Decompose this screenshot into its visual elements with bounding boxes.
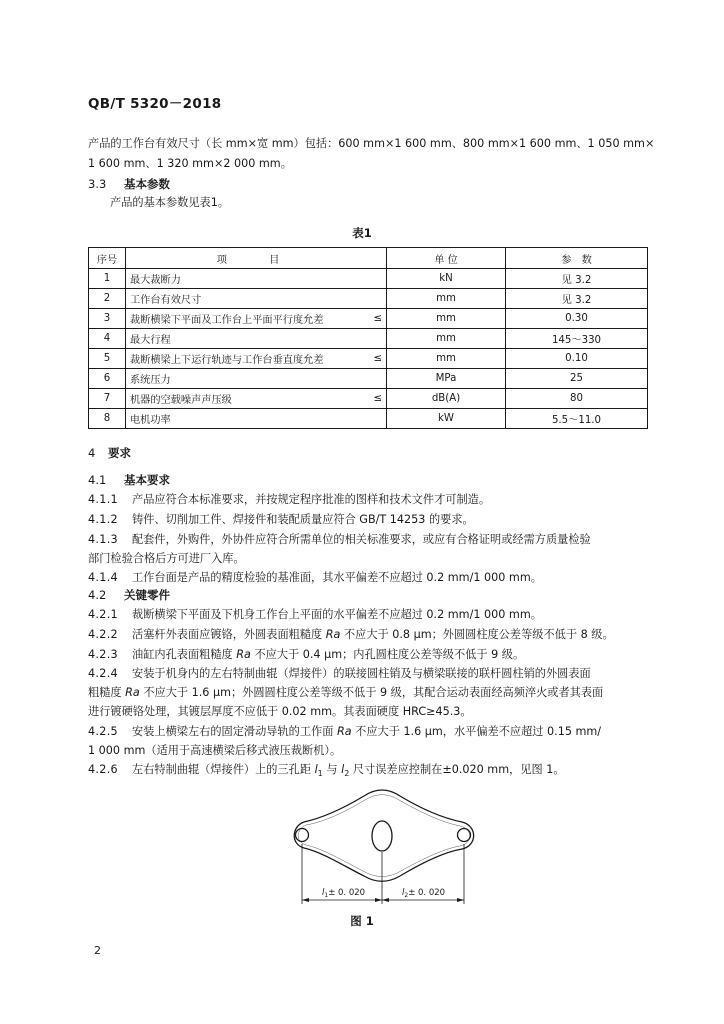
section-title: 基本参数 <box>124 177 170 191</box>
row-unit: mm <box>387 289 506 309</box>
row-no: 8 <box>89 409 126 429</box>
row-unit: mm <box>387 309 506 329</box>
clause-4-2-2 <box>88 625 648 645</box>
clause-4-2-4 <box>88 664 648 684</box>
row-unit: mm <box>387 349 506 369</box>
clause-4-2-4-continued-2: 进行镀硬铬处理，其镀层厚度不应低于 0.02 mm。其表面硬度 HRC≥45.3。 <box>88 705 472 718</box>
standard-code: QB/T 5320－2018 <box>88 96 222 112</box>
clause-4-2-4-continued-1 <box>88 683 648 703</box>
section-3-3-heading <box>88 176 170 192</box>
clause-text: 裁断横梁下平面及下机身工作台上平面的水平偏差不应超过 0.2 mm/1 000 mm。 <box>132 608 542 621</box>
clause-text: 活塞杆外表面应镀铬，外圆表面粗糙度 <box>132 628 326 641</box>
row-unit: kW <box>387 409 506 429</box>
row-unit: dB(A) <box>387 389 506 409</box>
clause-number: 4.1.2 <box>88 513 118 526</box>
arrow-head <box>457 898 464 902</box>
clause-text: 产品应符合本标准要求，并按规定程序批准的图样和技术文件才可制造。 <box>132 493 491 506</box>
clause-4-1-2 <box>88 510 648 530</box>
page-number: 2 <box>94 944 101 957</box>
clause-number: 4.2.5 <box>88 725 118 738</box>
row-item-label: 系统压力 <box>130 375 171 386</box>
right-pin-hole <box>458 829 471 842</box>
clause-number: 4.2.4 <box>88 667 118 680</box>
clause-number: 4.2.1 <box>88 608 118 621</box>
dimension-l1-subscript: 1 <box>317 769 323 779</box>
row-no: 7 <box>89 389 126 409</box>
row-cmp: ≤ <box>373 353 382 364</box>
header-unit: 单 位 <box>387 248 506 269</box>
clause-4-1-4 <box>88 568 648 588</box>
dimension-l2: l <box>341 763 345 776</box>
row-value: 25 <box>506 369 648 389</box>
clause-number: 4.1.4 <box>88 571 118 584</box>
clause-text: 配套件，外购件，外协件应符合所需单位的相关标准要求，或应有合格证明或经需方质量检验 <box>132 533 591 546</box>
row-unit: mm <box>387 329 506 349</box>
row-value: 5.5～11.0 <box>506 409 648 429</box>
section-4-1-heading <box>88 472 170 488</box>
table-row <box>89 349 648 369</box>
row-item <box>126 409 387 429</box>
section-number: 4.2 <box>88 588 107 602</box>
row-item-label: 裁断横梁上下运行轨迹与工作台垂直度允差 <box>130 355 324 366</box>
row-item <box>126 349 387 369</box>
center-pin-hole <box>372 821 392 851</box>
clause-number: 4.2.3 <box>88 648 118 661</box>
section-4-2-heading <box>88 587 170 603</box>
table-row <box>89 289 648 309</box>
clause-number: 4.2.2 <box>88 628 118 641</box>
section-3-3-text: 产品的基本参数见表1。 <box>110 196 229 209</box>
arrow-head <box>375 898 382 902</box>
row-item <box>126 289 387 309</box>
crank-plate-figure <box>282 784 492 912</box>
section-number: 3.3 <box>88 177 107 191</box>
table-header-row <box>89 248 648 269</box>
header-no: 序号 <box>89 248 126 269</box>
clause-text: 安装于机身内的左右特制曲辊（焊接件）的联接圆柱销及与横梁联接的联杆圆柱销的外圆表面 <box>132 667 591 680</box>
row-item-label: 电机功率 <box>130 415 171 426</box>
row-no: 2 <box>89 289 126 309</box>
row-item-label: 机器的空载噪声声压级 <box>130 395 232 406</box>
intro-line-2: 1 600 mm、1 320 mm×2 000 mm。 <box>88 157 292 170</box>
clause-text: 不应大于 1.6 μm，水平偏差不应超过 0.15 mm/ <box>351 725 602 738</box>
clause-4-1-3-continued: 部门检验合格后方可进厂入库。 <box>88 552 245 565</box>
clause-number: 4.2.6 <box>88 763 118 776</box>
row-no: 4 <box>89 329 126 349</box>
left-pin-hole <box>296 829 309 842</box>
roughness-symbol: Ra <box>336 725 352 738</box>
table-row <box>89 389 648 409</box>
table-row <box>89 309 648 329</box>
clause-text: 粗糙度 <box>88 686 126 699</box>
row-value: 见 3.2 <box>506 289 648 309</box>
row-no: 3 <box>89 309 126 329</box>
table-row <box>89 329 648 349</box>
row-unit: kN <box>387 269 506 289</box>
intro-paragraph <box>88 134 655 174</box>
crank-plate-inner-outline <box>298 795 470 877</box>
table-row <box>89 369 648 389</box>
dimension-l2-subscript: 2 <box>344 769 350 779</box>
row-value: 145～330 <box>506 329 648 349</box>
row-item-label: 最大行程 <box>130 335 171 346</box>
table-row <box>89 269 648 289</box>
row-item <box>126 329 387 349</box>
section-title: 要求 <box>108 446 131 460</box>
clause-text: 不应大于 0.4 μm；内孔圆柱度公差等级不低于 9 级。 <box>250 648 525 661</box>
row-item-label: 裁断横梁下平面及工作台上平面平行度允差 <box>130 315 324 326</box>
arrow-head <box>382 898 389 902</box>
section-title: 关键零件 <box>124 588 170 602</box>
dimension-label-l2: $l_2\pm 0$. 020 <box>402 888 446 899</box>
clause-text: 油缸内孔表面粗糙度 <box>132 648 237 661</box>
clause-4-1-3 <box>88 530 648 550</box>
table-row <box>89 409 648 429</box>
row-value: 0.10 <box>506 349 648 369</box>
clause-4-2-5 <box>88 722 648 742</box>
dimension-l1: l <box>314 763 318 776</box>
intro-line-1: 产品的工作台有效尺寸（长 mm×宽 mm）包括：600 mm×1 600 mm、800 mm×1 600 mm、1 050 mm× <box>88 137 655 150</box>
clause-number: 4.1.1 <box>88 493 118 506</box>
row-cmp: ≤ <box>373 313 382 324</box>
header-value: 参 数 <box>506 248 648 269</box>
row-unit: MPa <box>387 369 506 389</box>
row-item <box>126 309 387 329</box>
clause-text: 工作台面是产品的精度检验的基准面，其水平偏差不应超过 0.2 mm/1 000 mm。 <box>132 571 542 584</box>
arrow-head <box>302 898 309 902</box>
clause-text: 左右特制曲辊（焊接件）上的三孔距 <box>132 763 315 776</box>
row-no: 6 <box>89 369 126 389</box>
clause-text: 铸件、切削加工件、焊接件和装配质量应符合 GB/T 14253 的要求。 <box>132 513 474 526</box>
roughness-symbol: Ra <box>125 686 140 699</box>
clause-4-2-5-continued: 1 000 mm（适用于高速横梁后移式液压裁断机）。 <box>88 744 342 757</box>
clause-text: 不应大于 1.6 μm；外圆圆柱度公差等级不低于 9 级，其配合运动表面经高频淬火或者其表面 <box>139 686 604 699</box>
clause-text: 安装上横梁左右的固定滑动导轨的工作面 <box>132 725 337 738</box>
roughness-symbol: Ra <box>325 628 341 641</box>
row-no: 1 <box>89 269 126 289</box>
clause-4-1-1 <box>88 490 648 510</box>
row-value: 0.30 <box>506 309 648 329</box>
crank-plate-outline <box>294 790 473 881</box>
row-cmp: ≤ <box>373 393 382 404</box>
row-item-label: 最大裁断力 <box>130 275 181 286</box>
section-4-heading <box>88 445 131 461</box>
clause-4-2-6 <box>88 760 648 784</box>
clause-text: 不应大于 0.8 μm；外圆圆柱度公差等级不低于 8 级。 <box>340 628 614 641</box>
roughness-symbol: Ra <box>236 648 251 661</box>
clause-4-2-3 <box>88 645 648 665</box>
parameters-table <box>88 247 648 429</box>
clause-number: 4.1.3 <box>88 533 118 546</box>
row-item <box>126 269 387 289</box>
row-value: 见 3.2 <box>506 269 648 289</box>
row-no: 5 <box>89 349 126 369</box>
row-value: 80 <box>506 389 648 409</box>
header-item: 项 目 <box>126 248 387 269</box>
clause-text: 与 <box>322 763 342 776</box>
row-item <box>126 369 387 389</box>
row-item-label: 工作台有效尺寸 <box>130 295 202 306</box>
section-number: 4.1 <box>88 473 107 487</box>
row-item <box>126 389 387 409</box>
clause-4-2-1 <box>88 605 648 625</box>
figure-caption: 图 1 <box>350 914 374 928</box>
section-title: 基本要求 <box>124 473 170 487</box>
clause-text: 尺寸误差应控制在±0.020 mm，见图 1。 <box>349 763 565 776</box>
dimension-label-l1: $l_1\pm 0$. 020 <box>322 888 366 899</box>
section-number: 4 <box>88 446 96 460</box>
table-caption: 表1 <box>352 226 372 240</box>
